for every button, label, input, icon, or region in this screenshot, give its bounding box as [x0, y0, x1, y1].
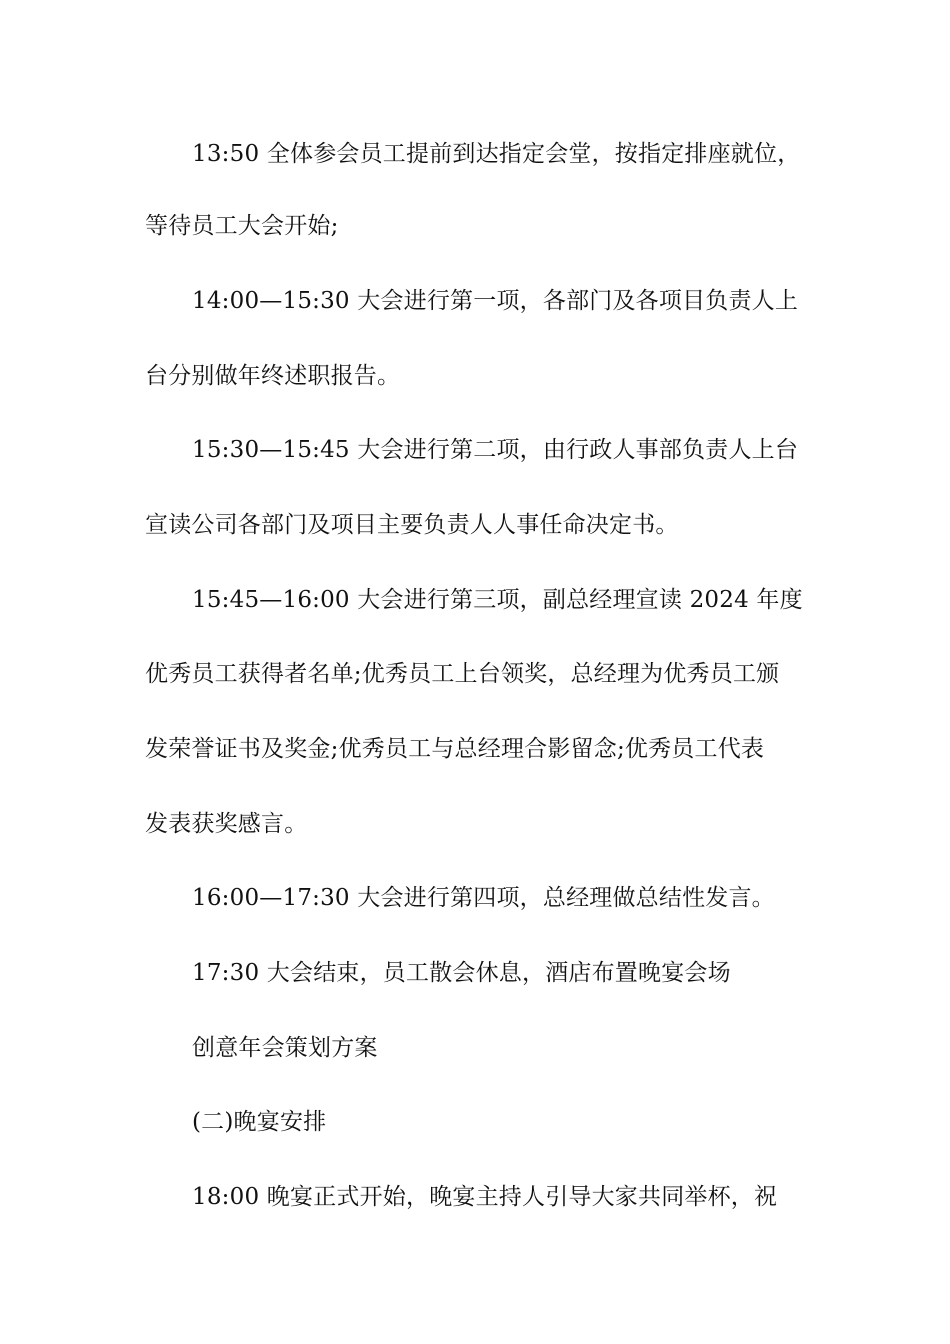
- paragraph-line: 发荣誉证书及奖金;优秀员工与总经理合影留念;优秀员工代表: [145, 736, 765, 762]
- paragraph-line: 13:50 全体参会员工提前到达指定会堂，按指定排座就位，: [192, 141, 801, 167]
- paragraph-line: 发表获奖感言。: [145, 811, 308, 837]
- paragraph-line: 14:00—15:30 大会进行第一项，各部门及各项目负责人上: [192, 288, 799, 314]
- paragraph-line: 16:00—17:30 大会进行第四项，总经理做总结性发言。: [192, 885, 775, 911]
- paragraph-line: 15:45—16:00 大会进行第三项，副总经理宣读 2024 年度: [192, 587, 803, 613]
- paragraph-line: 台分别做年终述职报告。: [145, 363, 401, 389]
- paragraph-line: 15:30—15:45 大会进行第二项，由行政人事部负责人上台: [192, 437, 799, 463]
- paragraph-line: 优秀员工获得者名单;优秀员工上台领奖，总经理为优秀员工颁: [145, 661, 780, 687]
- section-heading: 创意年会策划方案: [192, 1035, 378, 1061]
- section-heading: (二)晚宴安排: [192, 1109, 327, 1135]
- paragraph-line: 宣读公司各部门及项目主要负责人人事任命决定书。: [145, 512, 679, 538]
- paragraph-line: 等待员工大会开始;: [145, 213, 339, 239]
- paragraph-line: 18:00 晚宴正式开始，晚宴主持人引导大家共同举杯，祝: [192, 1184, 778, 1210]
- paragraph-line: 17:30 大会结束，员工散会休息，酒店布置晚宴会场: [192, 960, 731, 986]
